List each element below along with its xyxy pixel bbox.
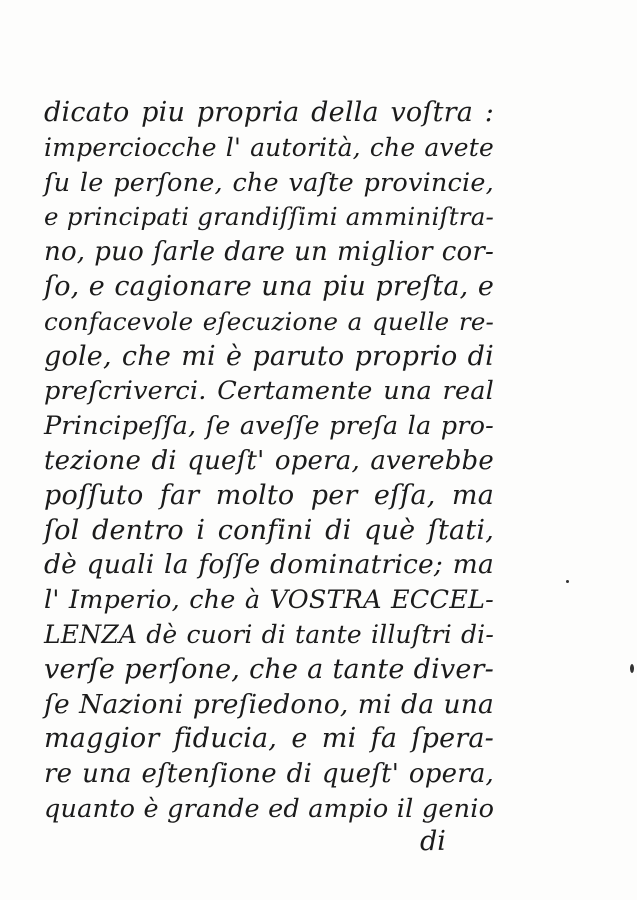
text-line: preſcriverci. Certamente una real <box>44 376 494 407</box>
text-line: poſſuto far molto per eſſa, ma <box>44 479 494 511</box>
text-line: dè quali la foſſe dominatrice; ma <box>44 549 494 581</box>
text-line: re una eſtenſione di queſt' opera, <box>44 759 494 790</box>
text-line: quanto è grande ed ampio il genio <box>44 793 495 824</box>
text-line: ſo, e cagionare una piu preſta, e <box>44 270 494 302</box>
text-line: gole, che mi è paruto proprio di <box>44 340 494 372</box>
text-line: tezione di queſt' opera, averebbe <box>44 445 494 476</box>
text-line: LENZA dè cuori di tante illuſtri di- <box>44 619 494 649</box>
text-line: ſu le perſone, che vaſte provincie, <box>44 167 494 198</box>
catchword: di <box>420 826 446 857</box>
page-text <box>44 96 494 827</box>
text-line: ſol dentro i confini di què ſtati, <box>44 514 494 546</box>
text-line: Principeſſa, ſe aveſſe preſa la pro- <box>44 411 494 442</box>
text-line: dicato piu propria della voſtra : <box>44 97 494 128</box>
ink-speck <box>566 580 569 583</box>
text-line: verſe perſone, che a tante diver- <box>44 653 494 685</box>
text-line: imperciocche l' autorità, che avete <box>44 132 494 162</box>
text-line: maggior fiducia, e mi fa ſpera- <box>44 723 494 755</box>
text-line: e principati grandiſſimi amminiſtra- <box>44 202 494 232</box>
text-line: confacevole eſecuzione a quelle re- <box>44 306 494 336</box>
text-line: ſe Nazioni preſiedono, mi da una <box>44 688 494 720</box>
ink-speck <box>630 664 634 673</box>
text-line: l' Imperio, che à VOSTRA ECCEL- <box>44 585 494 616</box>
text-line: no, puo ſarle dare un miglior cor- <box>44 237 494 268</box>
